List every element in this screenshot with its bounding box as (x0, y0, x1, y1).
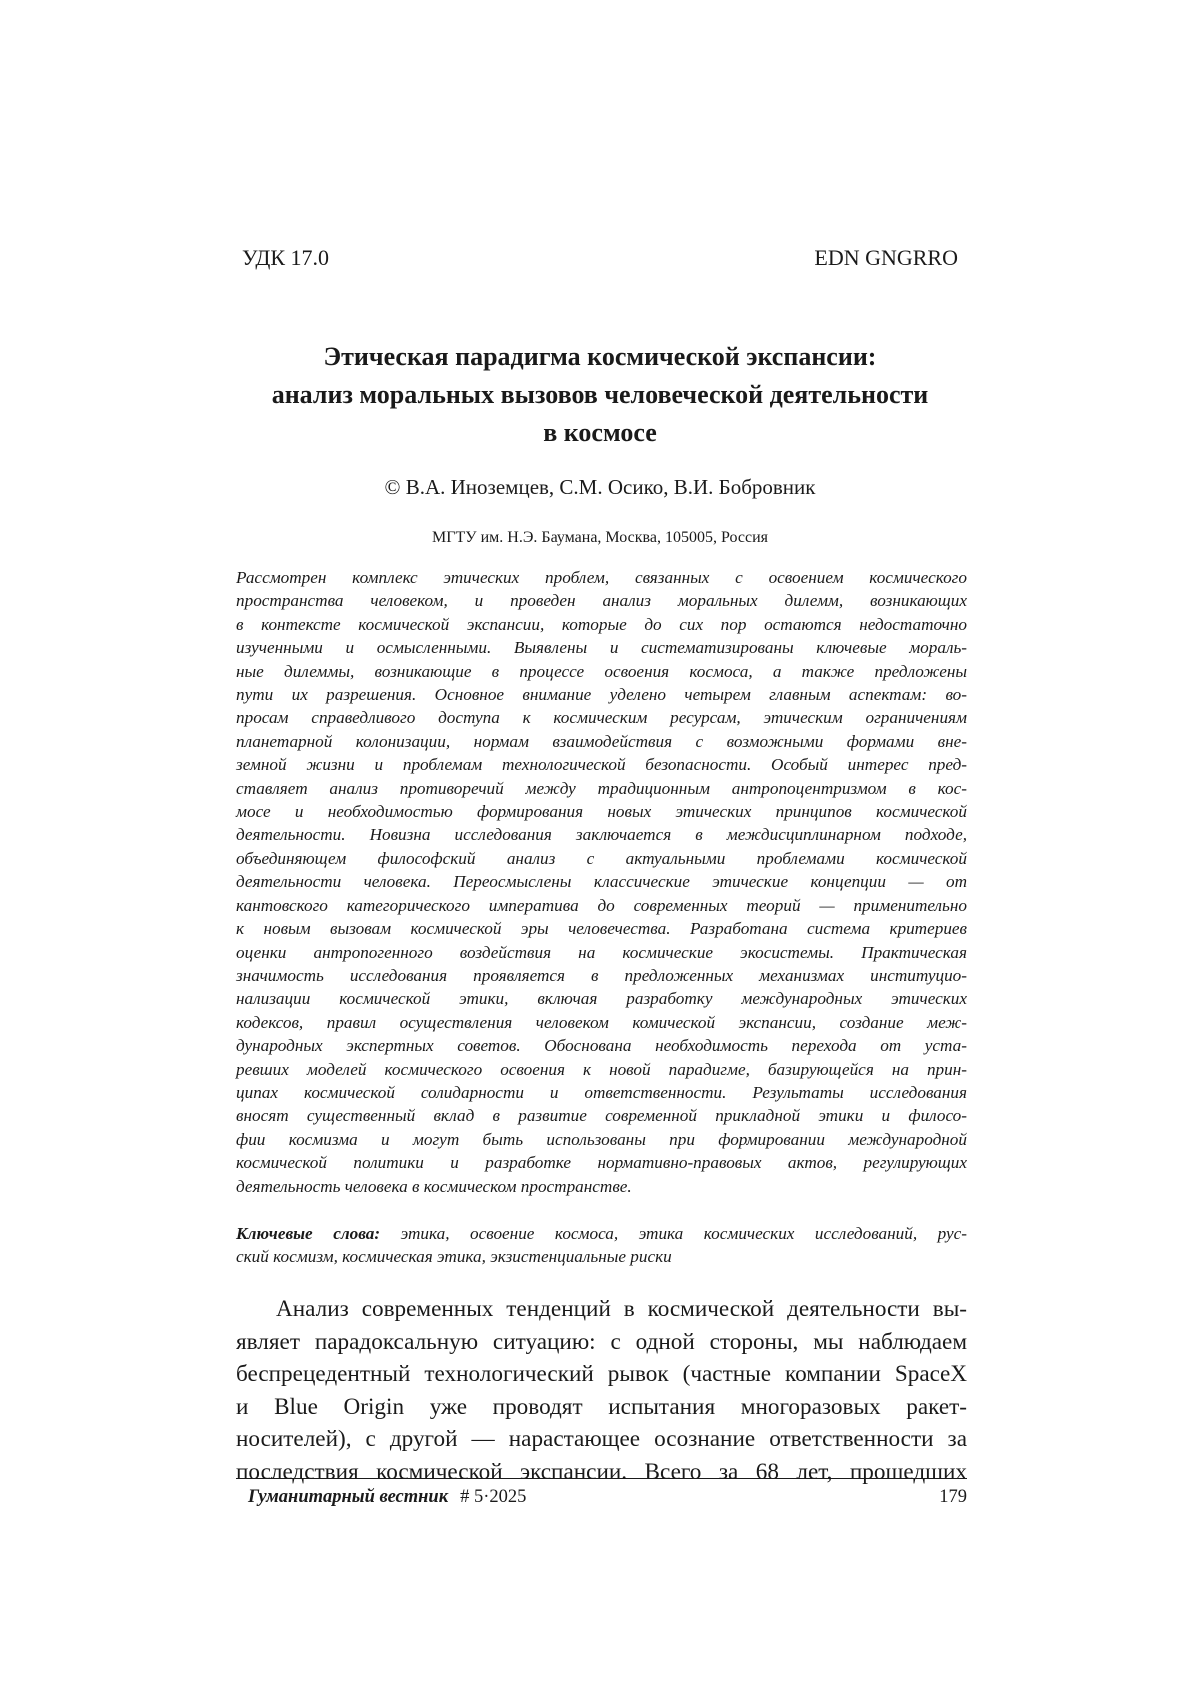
abstract-line: космической политики и разработке нормативно-правовых актов, регулирующих (236, 1153, 967, 1173)
abstract-line: деятельность человека в космическом пространстве. (236, 1176, 632, 1196)
title-line: Этическая парадигма космической экспансии: (323, 342, 877, 371)
abstract-line: Рассмотрен комплекс этических проблем, связанных с освоением космического (236, 568, 967, 587)
abstract-line: нализации космической этики, включая разработку международных этических (236, 989, 967, 1009)
abstract-line: планетарной колонизации, нормам взаимодействия с возможными формами вне- (236, 731, 967, 751)
body-line: являет парадоксальную ситуацию: с одной стороны, мы наблюдаем (236, 1328, 967, 1355)
keywords-label: Ключевые слова: (236, 1224, 381, 1243)
abstract-line: кодексов, правил осуществления человеком комической экспансии, создание меж- (236, 1012, 967, 1032)
body-line: и Blue Origin уже проводят испытания многоразовых ракет- (236, 1393, 967, 1420)
journal-name: Гуманитарный вестник (248, 1487, 449, 1507)
abstract-line: земной жизни и проблемам технологической безопасности. Особый интерес пред- (236, 755, 967, 775)
abstract-line: фии космизма и могут быть использованы при формировании международной (236, 1129, 967, 1149)
udc-code: УДК 17.0 (242, 245, 330, 270)
abstract-line: деятельности человека. Переосмыслены классические этические концепции — от (236, 872, 967, 892)
keywords-text: этика, освоение космоса, этика космических исследований, рус- (380, 1224, 967, 1243)
abstract-line: ные дилеммы, возникающие в процессе освоения космоса, а также предложены (236, 661, 967, 681)
abstract-line: ревших моделей космического освоения к новой парадигме, базирующейся на прин- (236, 1059, 967, 1079)
abstract-line: кантовского категорического императива до современных теорий — применительно (236, 895, 967, 915)
abstract-line: ципах космической солидарности и ответственности. Результаты исследования (236, 1082, 967, 1102)
abstract-line: вносят существенный вклад в развитие современной прикладной этики и филосо- (236, 1106, 967, 1126)
abstract-line: деятельности. Новизна исследования заключается в междисциплинарном подходе, (236, 825, 967, 845)
abstract-line: к новым вызовам космической эры человечества. Разработана система критериев (236, 919, 967, 939)
title-line: в космосе (543, 418, 657, 447)
body-line: носителей), с другой — нарастающее осознание ответственности за (236, 1426, 967, 1453)
abstract-line: в контексте космической экспансии, которые до сих пор остаются недостаточно (236, 614, 967, 634)
abstract-line: мосе и необходимостью формирования новых этических принципов космической (236, 802, 967, 822)
keywords-line (236, 1222, 967, 1245)
journal-issue: # 5·2025 (460, 1487, 527, 1507)
body-line: беспрецедентный технологический рывок (частные компании SpaceX (236, 1361, 967, 1388)
title-line: анализ моральных вызовов человеческой деятельности (271, 380, 929, 409)
body-line: Анализ современных тенденций в космической деятельности вы- (276, 1296, 967, 1322)
body-paragraph (236, 1293, 967, 1489)
abstract-line: оценки антропогенного воздействия на космические экосистемы. Практическая (236, 942, 967, 962)
body-line: последствия космической экспансии. Всего за 68 лет, прошедших (236, 1458, 967, 1485)
affiliation: МГТУ им. Н.Э. Баумана, Москва, 105005, Россия (432, 529, 768, 546)
abstract-line: дународных экспертных советов. Обоснована необходимость перехода от уста- (236, 1036, 967, 1056)
keywords (236, 1222, 967, 1269)
footer-divider (236, 1478, 967, 1479)
abstract-line: пути их разрешения. Основное внимание уделено четырем главным аспектам: во- (236, 685, 967, 705)
abstract-line: значимость исследования проявляется в предложенных механизмах институцио- (236, 965, 967, 985)
keywords-line: ский космизм, космическая этика, экзистенциальные риски (236, 1247, 672, 1267)
abstract-line: изученными и осмысленными. Выявлены и систематизированы ключевые мораль- (236, 638, 967, 658)
abstract-line: ставляет анализ противоречий между традиционным антропоцентризмом в кос- (236, 778, 967, 798)
abstract (236, 566, 967, 1198)
abstract-line: пространства человеком, и проведен анализ моральных дилемм, возникающих (236, 591, 967, 611)
footer-journal-info (248, 1486, 526, 1508)
authors: © В.А. Иноземцев, С.М. Осико, В.И. Бобровник (384, 475, 816, 499)
edn-code: EDN GNGRRO (814, 245, 958, 270)
abstract-line: объединяющем философский анализ с актуальными проблемами космической (236, 848, 967, 868)
page-number: 179 (939, 1487, 967, 1507)
article-title (170, 338, 1030, 452)
abstract-line: просам справедливого доступа к космическим ресурсам, этическим ограничениям (236, 708, 967, 728)
